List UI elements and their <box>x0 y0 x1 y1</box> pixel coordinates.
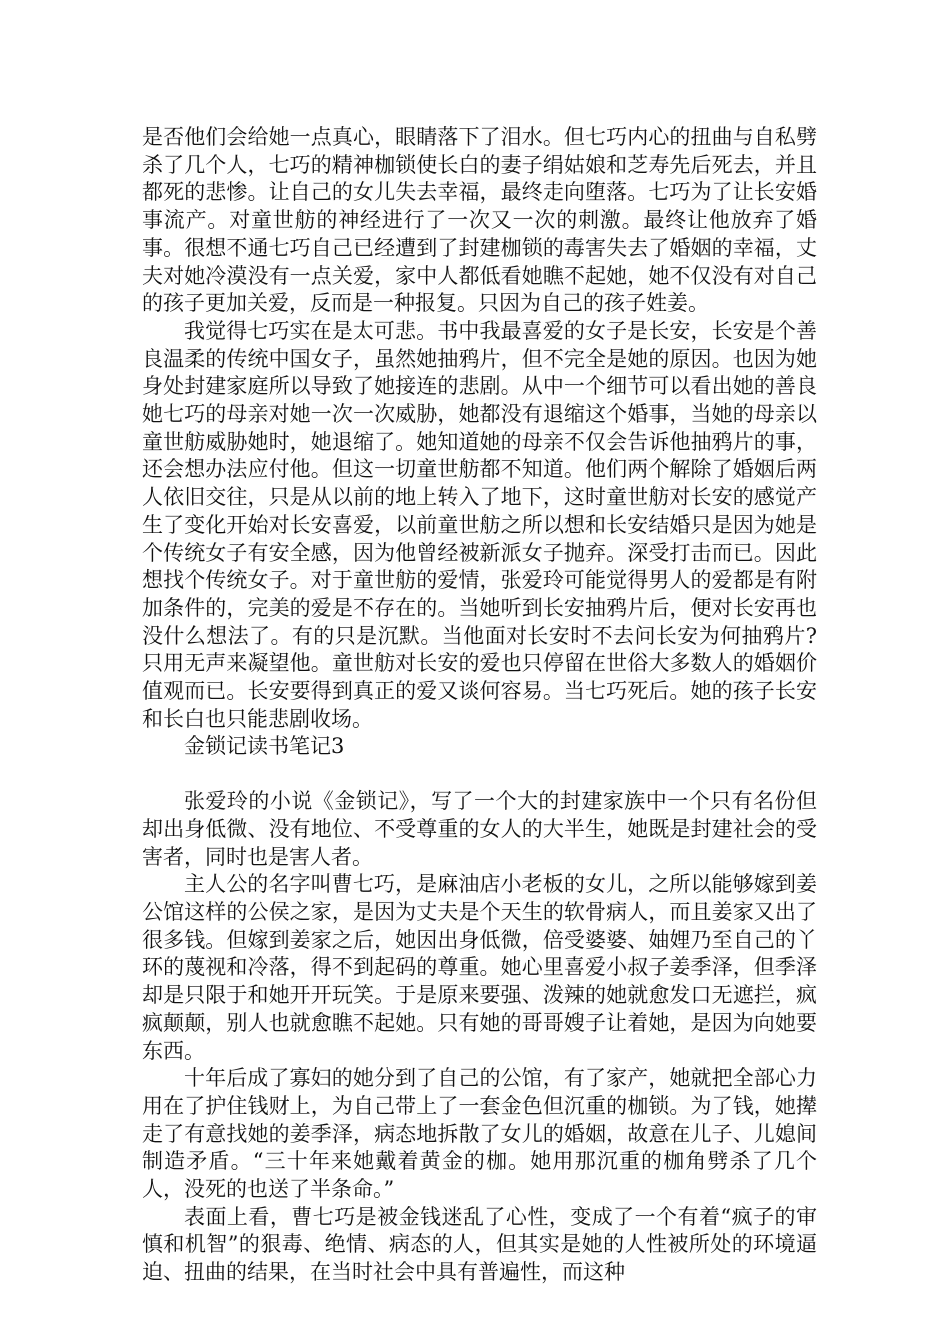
paragraph-continuation: 是否他们会给她一点真心，眼睛落下了泪水。但七巧内心的扭曲与自私劈杀了几个人，七巧的精神枷锁使长白的妻子绢姑娘和芝寿先后死去，并且都死的悲惨。让自己的女儿失去幸福，最终走向堕落。七巧为了让长安婚事流产。对童世舫的神经进行了一次又一次的刺激。最终让他放弃了婚事。很想不通七巧自己已经遭到了封建枷锁的毒害失去了婚姻的幸福，丈夫对她冷漠没有一点关爱，家中人都低看她瞧不起她，她不仅没有对自己的孩子更加关爱，反而是一种报复。只因为自己的孩子姓姜。 <box>142 125 817 316</box>
paragraph-surface: 表面上看，曹七巧是被金钱迷乱了心性，变成了一个有着“疯子的审慎和机智”的狠毒、绝情、病态的人，但其实是她的人性被所处的环境逼迫、扭曲的结果，在当时社会中具有普遍性，而这种 <box>142 1204 817 1285</box>
document-page <box>142 124 817 1287</box>
section-heading: 金锁记读书笔记3 <box>184 734 345 759</box>
paragraph-ten-years: 十年后成了寡妇的她分到了自己的公馆，有了家产，她就把全部心力用在了护住钱财上，为自己带上了一套金色但沉重的枷锁。为了钱，她撵走了有意找她的姜季泽，病态地拆散了女儿的婚姻，故意在儿子、儿媳间制造矛盾。“三十年来她戴着黄金的枷。她用那沉重的枷角劈杀了几个人，没死的也送了半条命。” <box>142 1066 817 1202</box>
paragraph-protagonist: 主人公的名字叫曹七巧，是麻油店小老板的女儿，之所以能够嫁到姜公馆这样的公侯之家，是因为丈夫是个天生的软骨病人，而且姜家又出了很多钱。但嫁到姜家之后，她因出身低微，倍受婆婆、妯娌乃至自己的丫环的蔑视和冷落，得不到起码的尊重。她心里喜爱小叔子姜季泽，但季泽却是只限于和她开开玩笑。于是原来要强、泼辣的她就愈发口无遮拦，疯疯颠颠，别人也就愈瞧不起她。只有她的哥哥嫂子让着她，是因为向她要东西。 <box>142 872 817 1063</box>
paragraph-intro: 张爱玲的小说《金锁记》，写了一个大的封建家族中一个只有名份但却出身低微、没有地位、不受尊重的女人的大半生，她既是封建社会的受害者，同时也是害人者。 <box>142 789 817 869</box>
blank-line <box>142 761 817 788</box>
paragraph-changan: 我觉得七巧实在是太可悲。书中我最喜爱的女子是长安，长安是个善良温柔的传统中国女子，虽然她抽鸦片，但不完全是她的原因。也因为她身处封建家庭所以导致了她接连的悲剧。从中一个细节可以看出她的善良她七巧的母亲对她一次一次威胁，她都没有退缩这个婚事，当她的母亲以童世舫威胁她时，她退缩了。她知道她的母亲不仅会告诉他抽鸦片的事，还会想办法应付他。但这一切童世舫都不知道。他们两个解除了婚姻后两人依旧交往，只是从以前的地上转入了地下，这时童世舫对长安的感觉产生了变化开始对长安喜爱，以前童世舫之所以想和长安结婚只是因为她是个传统女子有安全感，因为他曾经被新派女子抛弃。深受打击而已。因此想找个传统女子。对于童世舫的爱情，张爱玲可能觉得男人的爱都是有附加条件的，完美的爱是不存在的。当她听到长安抽鸦片后，便对长安再也没什么想法了。有的只是沉默。当他面对长安时不去问长安为何抽鸦片?只用无声来凝望他。童世舫对长安的爱也只停留在世俗大多数人的婚姻价值观而已。长安要得到真正的爱又谈何容易。当七巧死后。她的孩子长安和长白也只能悲剧收场。 <box>142 318 817 731</box>
